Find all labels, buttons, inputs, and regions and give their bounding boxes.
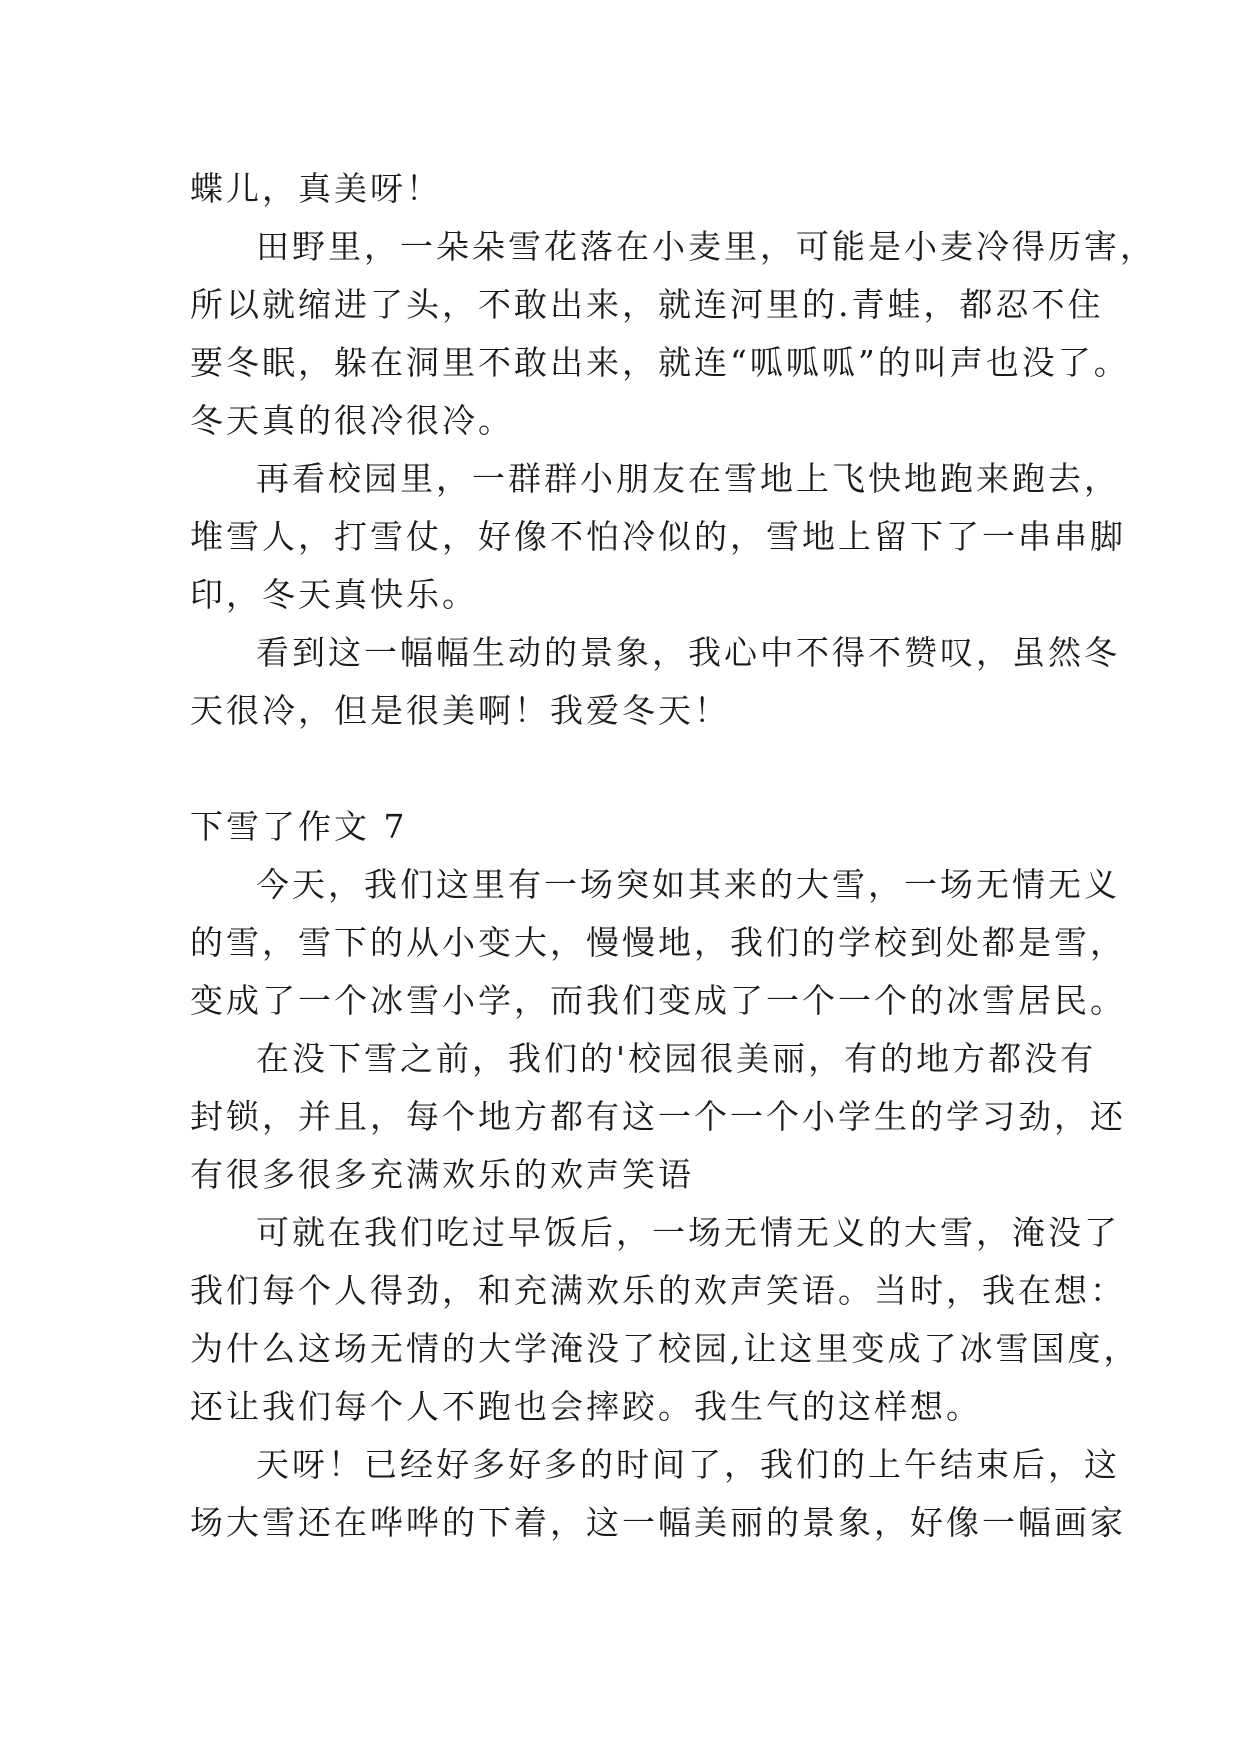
text-line: 冬天真的很冷很冷。	[190, 401, 514, 440]
text-line: 场大雪还在哗哗的下着，这一幅美丽的景象，好像一幅画家	[190, 1503, 1126, 1542]
paragraph-fields	[190, 218, 1156, 450]
text-line: 的雪，雪下的从小变大，慢慢地，我们的学校到处都是雪，	[190, 923, 1126, 962]
paragraph-conclusion	[190, 624, 1120, 740]
text-line: 变成了一个冰雪小学，而我们变成了一个一个的冰雪居民。	[190, 981, 1126, 1020]
text-line: 印，冬天真快乐。	[190, 575, 478, 614]
section-gap	[190, 740, 1060, 798]
text-line: 有很多很多充满欢乐的欢声笑语	[190, 1155, 694, 1194]
essay-heading: 下雪了作文 7	[190, 807, 408, 846]
text-line: 封锁，并且，每个地方都有这一个一个小学生的学习劲，还	[190, 1097, 1126, 1136]
fragment-line: 蝶儿，真美呀！	[190, 169, 442, 208]
text-line: 再看校园里，一群群小朋友在雪地上飞快地跑来跑去，	[256, 459, 1120, 498]
paragraph-after-breakfast	[190, 1204, 1140, 1436]
text-line: 所以就缩进了头，不敢出来，就连河里的.青蛙，都忍不住	[190, 285, 1104, 324]
text-line: 为什么这场无情的大学淹没了校园,让这里变成了冰雪国度，	[190, 1329, 1140, 1368]
document-body	[190, 160, 1156, 1552]
text-line: 今天，我们这里有一场突如其来的大雪，一场无情无义	[256, 865, 1120, 904]
paragraph-campus	[190, 450, 1126, 624]
paragraph-still-snowing	[190, 1436, 1126, 1552]
text-line: 要冬眠，躲在洞里不敢出来，就连“呱呱呱”的叫声也没了。	[190, 343, 1130, 382]
paragraph-snow-today	[190, 856, 1126, 1030]
text-line: 可就在我们吃过早饭后，一场无情无义的大雪，淹没了	[256, 1213, 1120, 1252]
paragraph-before-snow	[190, 1030, 1126, 1204]
text-line: 天很冷，但是很美啊！我爱冬天！	[190, 691, 730, 730]
text-line: 堆雪人，打雪仗，好像不怕冷似的，雪地上留下了一串串脚	[190, 517, 1126, 556]
text-line: 田野里，一朵朵雪花落在小麦里，可能是小麦冷得历害，	[256, 227, 1156, 266]
text-line: 在没下雪之前，我们的'校园很美丽，有的地方都没有	[256, 1039, 1097, 1078]
text-line: 天呀！已经好多好多的时间了，我们的上午结束后，这	[256, 1445, 1120, 1484]
text-line: 我们每个人得劲，和充满欢乐的欢声笑语。当时，我在想：	[190, 1271, 1126, 1310]
text-line: 看到这一幅幅生动的景象，我心中不得不赞叹，虽然冬	[256, 633, 1120, 672]
text-line: 还让我们每个人不跑也会摔跤。我生气的这样想。	[190, 1387, 982, 1426]
